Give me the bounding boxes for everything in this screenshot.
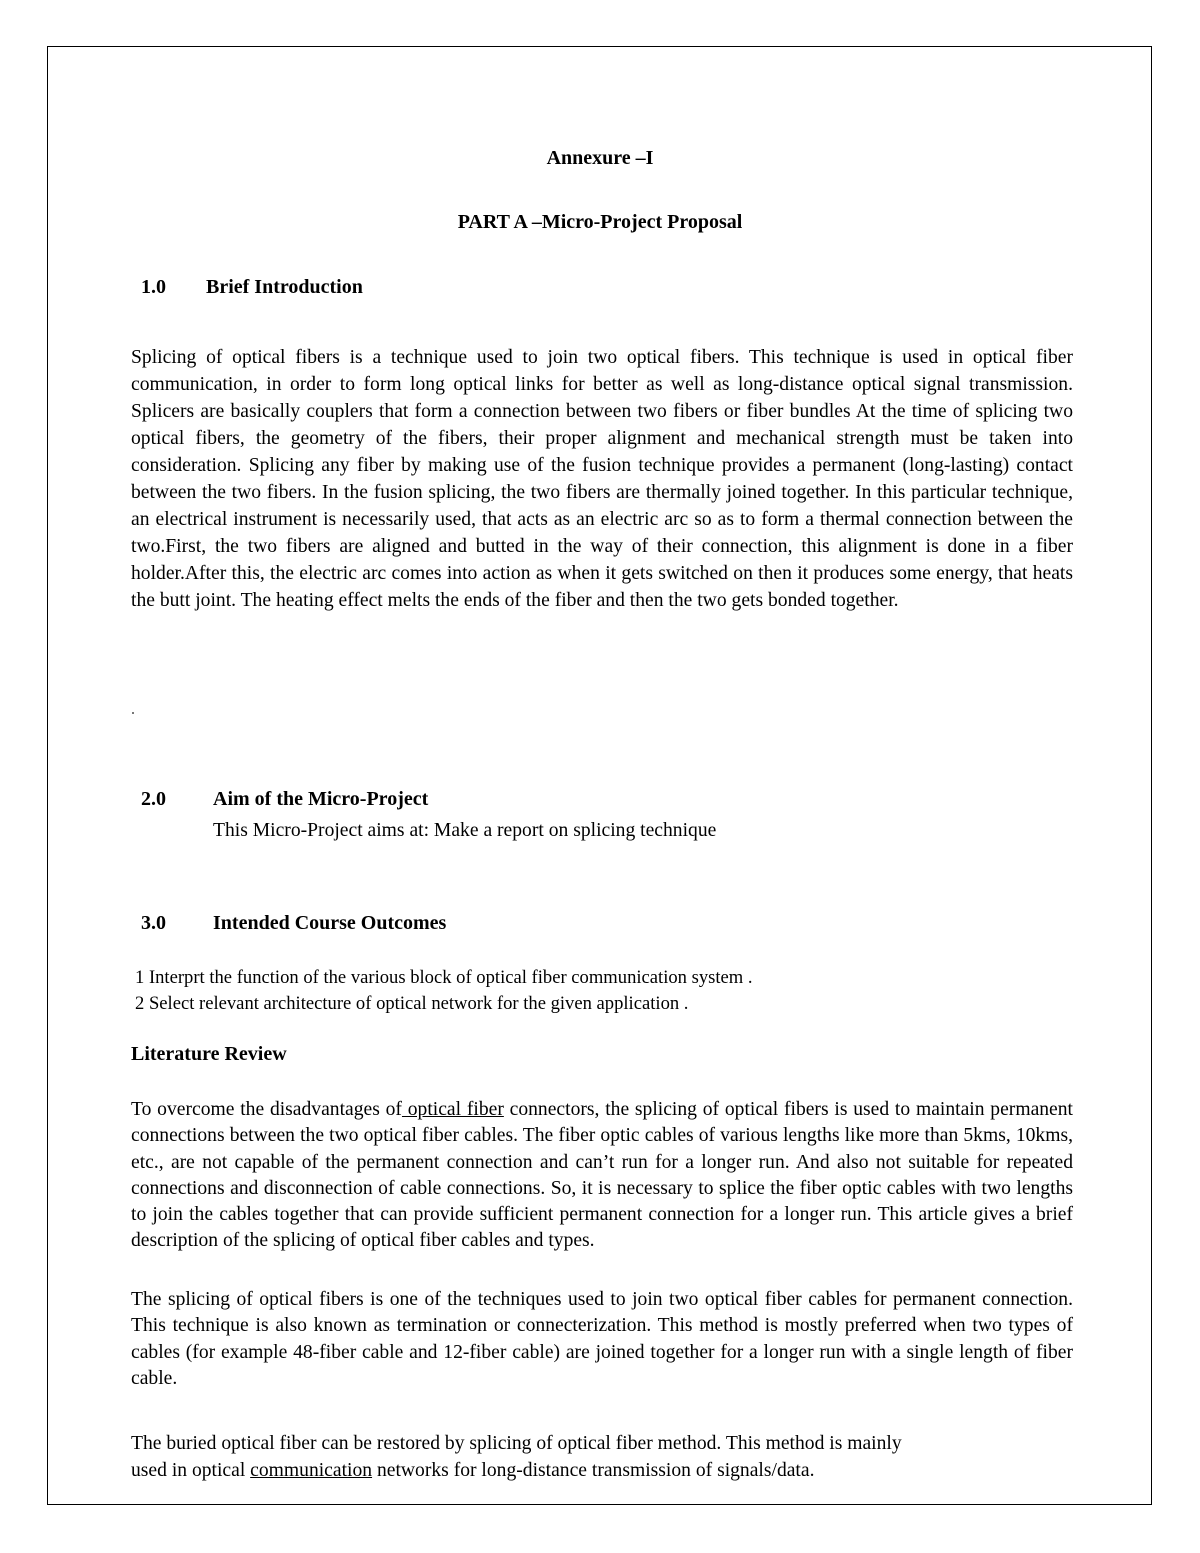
literature-p3-line1: The buried optical fiber can be restored by splicing of optical fiber method. This method is mainly <box>131 1433 902 1454</box>
literature-title: Literature Review <box>131 1043 287 1065</box>
literature-p3-line2 <box>131 1459 814 1483</box>
outcome-item: 2 Select relevant architecture of optical network for the given application . <box>135 993 689 1014</box>
section3-number: 3.0 <box>141 912 166 934</box>
section2-body: This Micro-Project aims at: Make a report on splicing technique <box>213 820 717 841</box>
part-title: PART A –Micro-Project Proposal <box>457 211 743 233</box>
section1-body: Splicing of optical fibers is a technique used to join two optical fibers. This technique is used in optical fiber communication, in order to form long optical links for better as well as long-distance optical signal transmission. Splicers are basically couplers that form a connection between two fibers or fiber bundles At the time of splicing two optical fibers, the geometry of the fibers, their proper alignment and mechanical strength must be taken into consideration. Splicing any fiber by making use of the fusion technique provides a permanent (long-lasting) contact between the two fibers. In the fusion splicing, the two fibers are thermally joined together. In this particular technique, an electrical instrument is necessarily used, that acts as an electric arc so as to form a thermal connection between the two.First, the two fibers are aligned and butted in the way of their connection, this alignment is done in a fiber holder.After this, the electric arc comes into action as when it gets switched on then it produces some energy, that heats the butt joint. The heating effect melts the ends of the fiber and then the two gets bonded together. <box>131 347 1073 611</box>
communication-link[interactable]: communication <box>250 1460 373 1481</box>
section1-number: 1.0 <box>141 276 166 298</box>
section3-title: Intended Course Outcomes <box>213 912 447 934</box>
section1-title: Brief Introduction <box>206 276 363 298</box>
literature-p3-before: used in optical <box>131 1460 251 1481</box>
section2-title: Aim of the Micro-Project <box>213 788 429 810</box>
optical-fiber-link[interactable]: optical fiber <box>401 1099 504 1120</box>
outcome-item: 1 Interprt the function of the various block of optical fiber communication system . <box>135 967 753 988</box>
literature-p1-before: To overcome the disadvantages of <box>131 1099 402 1120</box>
annexure-title: Annexure –I <box>546 147 654 169</box>
literature-paragraph-2: The splicing of optical fibers is one of the techniques used to join two optical fiber cables for permanent connection. This technique is also known as termination or connecterization. This method is mostly preferred when two types of cables (for example 48-fiber cable and 12-fiber cable) are joined together for a longer run with a single length of fiber cable. <box>131 1289 1073 1389</box>
literature-p1-after: connectors, the splicing of optical fibers is used to maintain permanent connections between the two optical fiber cables. The fiber optic cables of various lengths like more than 5kms, 10kms, etc., are not capable of the permanent connection and can’t run for a longer run. And also not suitable for repeated connections and disconnection of cable connections. So, it is necessary to splice the fiber optic cables with two lengths to join the cables together that can provide sufficient permanent connection for a longer run. This article gives a brief description of the splicing of optical fiber cables and types. <box>131 1099 1073 1252</box>
literature-paragraph-1 <box>131 1097 1073 1255</box>
section2-number: 2.0 <box>141 788 166 810</box>
stray-dot <box>132 712 134 714</box>
literature-p3-after: networks for long-distance transmission of signals/data. <box>372 1460 815 1481</box>
